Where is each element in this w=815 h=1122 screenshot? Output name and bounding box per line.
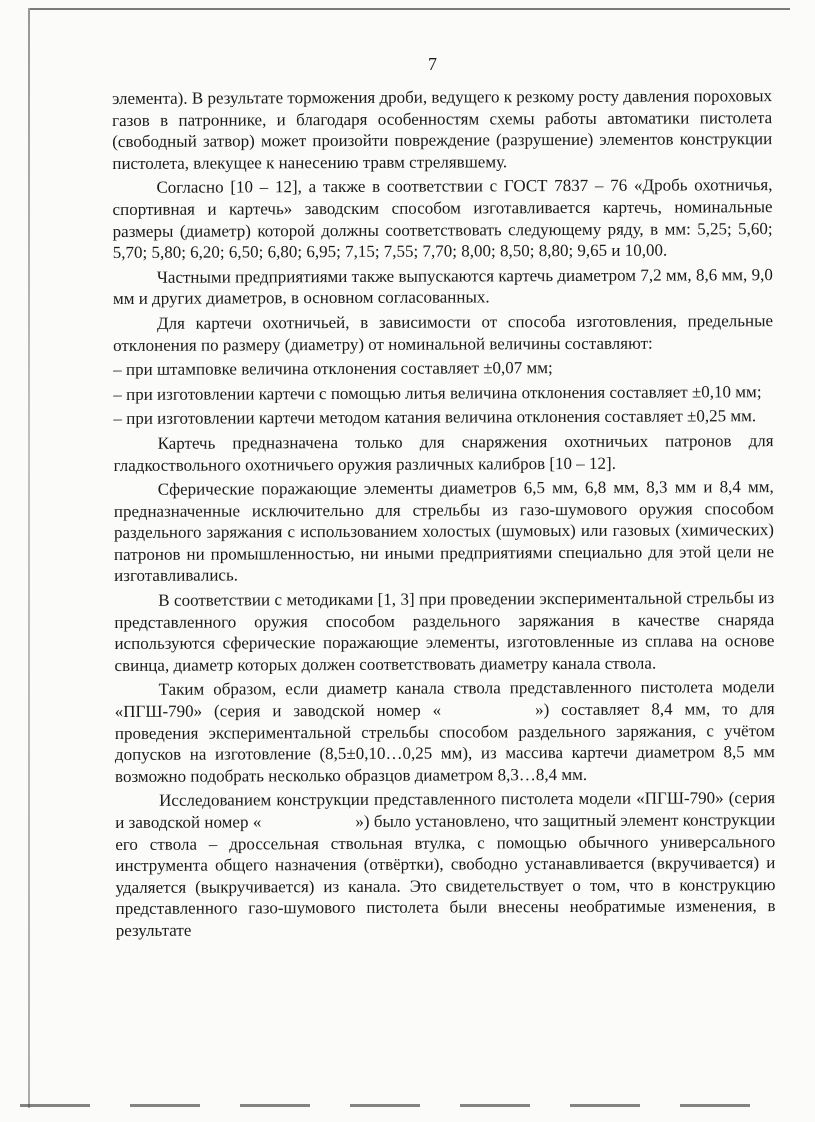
document-body [112,85,776,944]
scan-edge-top [30,8,790,10]
paragraph: Согласно [10 – 12], а также в соответствии с ГОСТ 7837 – 76 «Дробь охотничья, спортивная и картечь» заводским способом изготавливается картечь, номинальные размеры (диаметр) которой должны соответствовать следующему ряду, в мм: 5,25; 5,60; 5,70; 5,80; 6,20; 6,50; 6,80; 6,95; 7,15; 7,55; 7,70; 8,00; 8,50; 8,80; 9,65 и 10,00. [112,175,773,263]
paragraph: Для картечи охотничьей, в зависимости от способа изготовления, предельные отклонения по размеру (диаметру) от номинальной величины составляют: [113,311,774,355]
text-part: Таким образом, если диаметр канала ствола представленного пистолета модели «ПГШ-790» (серия и заводской номер « [114,677,775,722]
paragraph: Частными предприятиями также выпускаются картечь диаметром 7,2 мм, 8,6 мм, 9,0 мм и других диаметров, в основном согласованных. [112,264,773,309]
scan-edge-bottom [20,1104,760,1107]
paragraph: Картечь предназначена только для снаряжения охотничьих патронов для гладкоствольного охотничьего оружия различных калибров [10 – 12]. [113,431,774,475]
page-number: 7 [428,54,437,74]
paragraph: В соответствии с методиками [1, 3] при проведении экспериментальной стрельбы из представленного оружия способом раздельного заряжания в качестве снаряда используются сферические поражающие элементы, изготовленные из сплава на основе свинца, диаметр которых должен соответствовать диаметру канала ствола. [114,588,775,675]
text-part: ») составляет 8,4 мм, то для проведения экспериментальной стрельбы способом раздельного заряжания, с учётом допусков на изготовление (8,5±0,10…0,25 мм), из массива картечи диаметром 8,5 мм возможно подобрать несколько образцов диаметром 8,3…8,4 мм. [114,699,775,786]
scan-edge-left [28,8,30,1108]
text-part: Исследованием конструкции представленного пистолета модели «ПГШ-790» (серия и заводской номер « [115,788,776,832]
list-item: – при изготовлении картечи методом катания величина отклонения составляет ±0,25 мм. [113,406,757,429]
paragraph-model-serial [115,788,776,942]
list-item: – при изготовлении картечи с помощью литья величина отклонения составляет ±0,10 мм; [113,381,762,404]
text-part: ») было установлено, что защитный элемент конструкции его ствола – дроссельная ствольная втулка, с помощью обычного универсального инструмента общего назначения (отвёртки), свободно устанавливается (вкручивается) и удаляется (выкручивается) из канала. Это свидетельствует о том, что в конструкцию представленного газо-шумового пистолета были внесены необратимые изменения, в результате [115,810,776,940]
paragraph-model-serial [115,677,775,788]
paragraph: Сферические поражающие элементы диаметров 6,5 мм, 6,8 мм, 8,3 мм и 8,4 мм, предназначенные исключительно для стрельбы из газо-шумового оружия способом раздельного заряжания с использованием холостых (шумовых) или газовых (химических) патронов ни промышленностью, ни иными предприятиями специально для этой цели не изготавливались. [113,477,775,586]
paragraph: элемента). В результате торможения дроби, ведущего к резкому росту давления пороховых газов в патроннике, и благодаря особенностям схемы работы автоматики пистолета (свободный затвор) может произойти повреждение (разрушение) элементов конструкции пистолета, влекущее к нанесению травм стрелявшему. [112,86,773,173]
list-item: – при штамповке величина отклонения составляет ±0,07 мм; [113,358,553,380]
